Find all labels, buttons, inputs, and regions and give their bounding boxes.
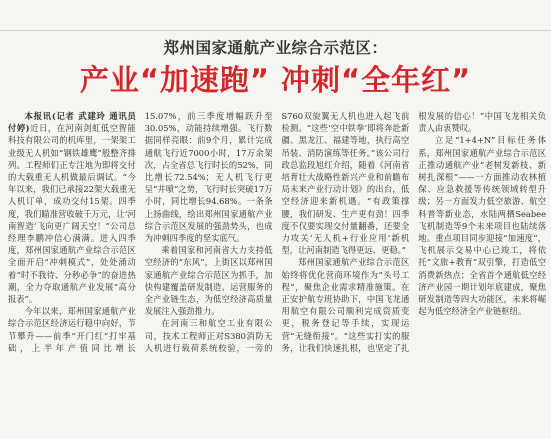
paragraph-5: 郑州国家通航产业综合示范区始终将优化营商环境作为“头号工程”，聚焦企业需求精准施策。在正安护航专班协助下，中国飞龙通用航空有限公司顺利完成资质变更，税务登记等手续，实现运营“无缝衔接”。“这些实打实的服务，让我们快速扎根，也坚定了扎根发展的信心！”中国飞龙相关负责人由衷赞叹。 <box>281 111 546 353</box>
paragraph-1 <box>8 110 136 305</box>
byline: 本报讯(记者 武建玲 通讯员 付婷) <box>8 111 136 134</box>
headline: 产业“加速跑” 冲刺“全年红” <box>79 63 472 97</box>
subtitle: 郑州国家通航产业综合示范区： <box>163 39 388 57</box>
paragraph-6: 立足“1+4+N”目标任务体系，郑州国家通航产业综合示范区正推动通航产业“老树发新枝、新树扎深根”——一方面推动农林植保、应急救援等传统领域转型升级；另一方面发力低空旅游、航空科普等新业态，水陆两栖Seabee飞机制造等9个未来项目也陆续落地。重点项目同步迎接“加速度”，飞机展示交易中心已竣工，将依托“文旅+教育”双引擎，打造低空消费新热点；全省首个通航低空经济产业园一期计划年底建成，聚焦研发制造等四大功能区，未来将崛起为低空经济全产业链枢纽。 <box>418 135 546 317</box>
article-body <box>8 110 546 436</box>
paragraph-1-text: 近日，在河南剑虹低空智能科技有限公司的机库里，一架架工业级无人机如“钢铁雄鹰”般整齐排列。工程师们正专注地为即将交付的大载重无人机做最后调试。“今年以来，我们已承接22架大载重无人机订单，成功交付15架。四季度，我们瞄准营收破千万元，让‘河南智造’飞向更广阔天空！”公司总经理李鹏冲信心满满。进入四季度，郑州国家通航产业综合示范区全面开启“冲刺模式”，处处涌动着“时不我待、分秒必争”的奋进热潮，全力夺取通航产业发展“高分报表”。 <box>8 123 136 305</box>
paragraph-3: 乘着国家和河南省大力支持低空经济的“东风”，上街区以郑州国家通航产业综合示范区为抓手，加快构建覆盖研发制造、运营服务的全产业链生态，为低空经济高质量发展注入强劲推力。 <box>144 245 273 317</box>
top-rule <box>0 30 551 31</box>
paragraph-4: 在河南三和航空工业有限公司，技术工程师正对S380消防无人机进行载荷系统校验，一旁的S760双旋翼无人机也进入起飞前检测。“这些‘空中铁拳’即将奔赴新疆、黑龙江、福建等地，执行高空吊装、消防演练等任务。”该公司行政总监段旭红介绍，随着《河南省培育壮大战略性新兴产业和前瞻布局未来产业行动计划》的出台，低空经济迎来新机遇。“有政策撑腰，我们研发、生产更有劲！四季度不仅要实现交付量翻番，还要全力攻关‘无人机+行业应用’新机型，让河南制造飞得更远、更稳。” <box>144 111 410 353</box>
paragraph-2: 今年以来，郑州国家通航产业综合示范区经济运行稳中向好，节节攀升——前季“开门红”打牢基础，上半年产值同比增长15.07%，前三季度增幅跃升至30.05%，动能持续增强。飞行数据同样亮眼：前9个月，累计完成通航飞行近7000小时，17万余架次，占全省总飞行时长的52%，同比增长72.54%；无人机飞行更呈“井喷”之势，飞行时长突破17万小时，同比增长94.68%。一条条上扬曲线，绘出郑州国家通航产业综合示范区发展的强劲势头，也成为冲刺四季度的坚实底气。 <box>8 111 273 353</box>
